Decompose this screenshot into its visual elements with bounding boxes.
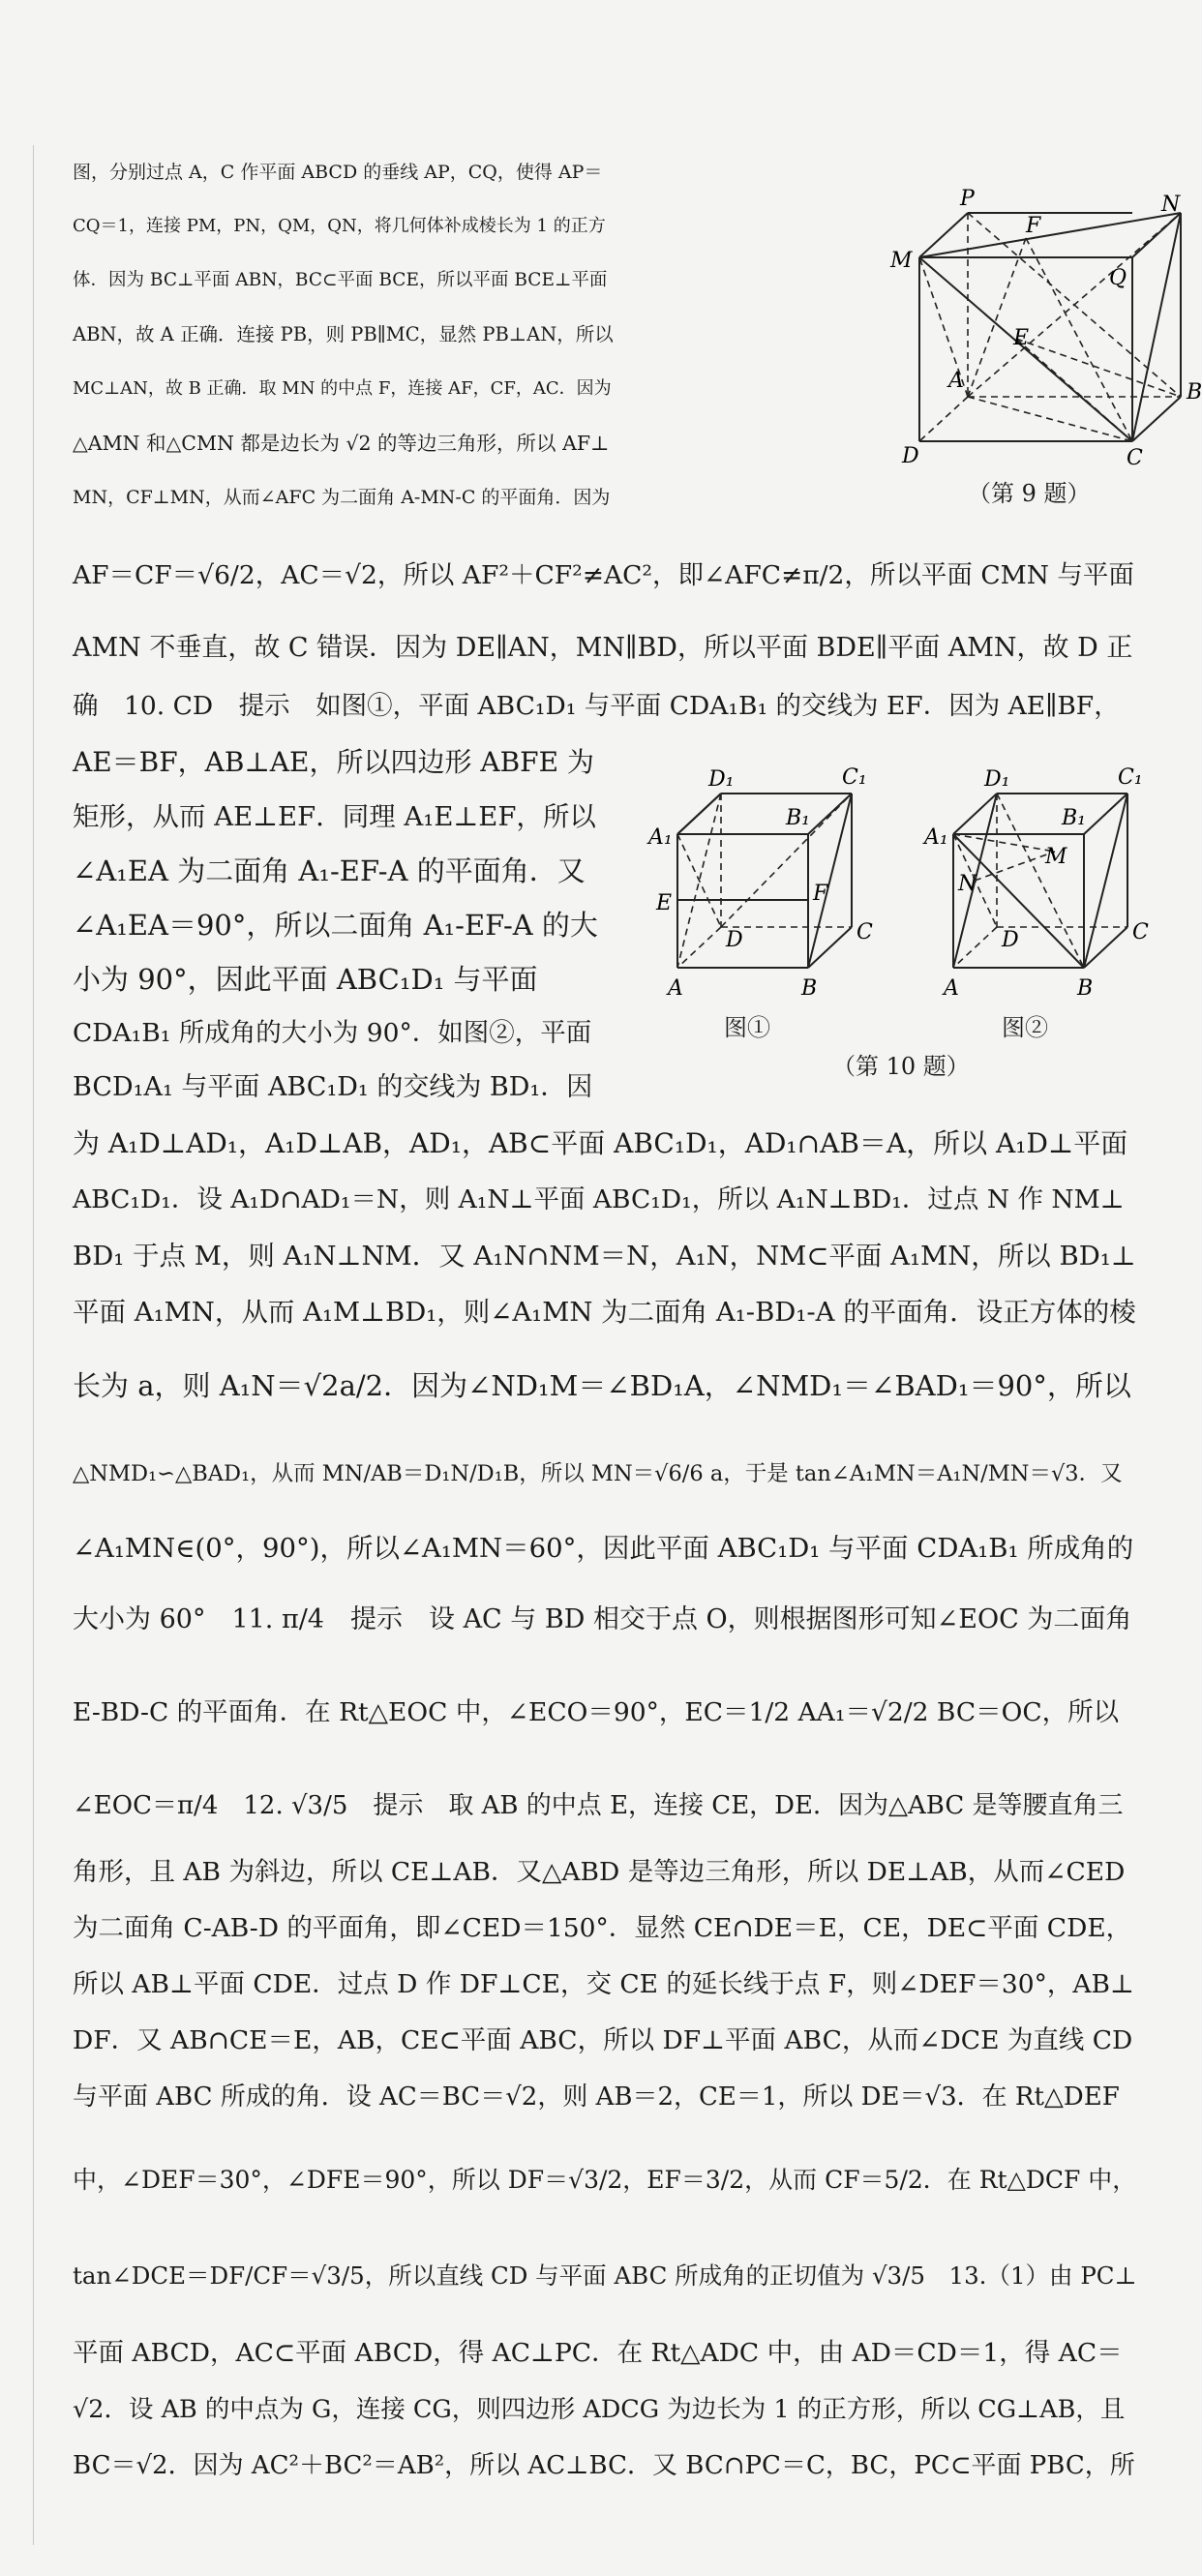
text-line: 确 10. CD 提示 如图①，平面 ABC₁D₁ 与平面 CDA₁B₁ 的交线为 EF．因为 AE∥BF， — [73, 691, 1120, 721]
fig9-label-M: M — [890, 249, 913, 273]
fig10a-label-D1: D₁ — [708, 767, 735, 792]
fig9-label-A: A — [948, 369, 964, 393]
fig9-label-D: D — [902, 444, 919, 468]
fig10a-label-C: C — [856, 920, 873, 944]
text-line: 为二面角 C-AB-D 的平面角，即∠CED＝150°．显然 CE∩DE＝E，CE，DE⊂平面 CDE， — [73, 1913, 1132, 1943]
fig10b-label-M: M — [1045, 845, 1067, 869]
fig10b-label-A: A — [944, 976, 959, 1001]
fig9-label-E: E — [1013, 326, 1030, 350]
text-line: BCD₁A₁ 与平面 ABC₁D₁ 的交线为 BD₁．因 — [73, 1072, 593, 1102]
fig9-label-N: N — [1161, 193, 1181, 217]
text-line: BD₁ 于点 M，则 A₁N⊥NM．又 A₁N∩NM＝N，A₁N，NM⊂平面 A₁MN，所以 BD₁⊥ — [73, 1241, 1136, 1272]
text-line: 小为 90°，因此平面 ABC₁D₁ 与平面 — [73, 963, 538, 996]
fig10a-label-A1: A₁ — [648, 825, 673, 850]
text-line: E-BD-C 的平面角．在 Rt△EOC 中，∠ECO＝90°，EC＝1/2 AA₁＝√2/2 BC＝OC，所以 — [73, 1697, 1120, 1727]
fig10b-label-D1: D₁ — [984, 767, 1010, 792]
fig10b-label-C1: C₁ — [1118, 765, 1143, 790]
text-line: 大小为 60° 11. π/4 提示 设 AC 与 BD 相交于点 O，则根据图形可知∠EOC 为二面角 — [73, 1604, 1132, 1634]
left-margin-rule — [33, 145, 34, 2545]
text-line: △NMD₁∽△BAD₁，从而 MN/AB＝D₁N/D₁B，所以 MN＝√6/6 a，于是 tan∠A₁MN＝A₁N/MN＝√3．又 — [73, 1461, 1123, 1486]
text-line: 图，分别过点 A，C 作平面 ABCD 的垂线 AP，CQ，使得 AP＝ — [73, 162, 603, 183]
text-line: 为 A₁D⊥AD₁，A₁D⊥AB，AD₁，AB⊂平面 ABC₁D₁，AD₁∩AB＝A，所以 A₁D⊥平面 — [73, 1127, 1128, 1159]
text-line: tan∠DCE＝DF/CF＝√3/5，所以直线 CD 与平面 ABC 所成角的正切值为 √3/5 13.（1）由 PC⊥ — [73, 2261, 1137, 2290]
fig9-label-F: F — [1026, 214, 1041, 238]
figure-9-cube-diagram — [871, 184, 1202, 513]
text-line: 平面 ABCD，AC⊂平面 ABCD，得 AC⊥PC．在 Rt△ADC 中，由 AD＝CD＝1，得 AC＝ — [73, 2338, 1123, 2368]
text-line: DF．又 AB∩CE＝E，AB，CE⊂平面 ABC，所以 DF⊥平面 ABC，从而∠DCE 为直线 CD — [73, 2025, 1133, 2055]
text-line: △AMN 和△CMN 都是边长为 √2 的等边三角形，所以 AF⊥ — [73, 432, 610, 455]
fig10b-label-D: D — [1002, 928, 1019, 952]
text-line: 体．因为 BC⊥平面 ABN，BC⊂平面 BCE，所以平面 BCE⊥平面 — [73, 270, 608, 290]
fig10b-label-N: N — [958, 872, 977, 896]
fig10a-label-A: A — [668, 976, 683, 1001]
text-line: ABN，故 A 正确．连接 PB，则 PB∥MC，显然 PB⊥AN，所以 — [73, 323, 614, 345]
fig10a-label-D: D — [726, 928, 743, 952]
fig10b-label-B1: B₁ — [1062, 806, 1086, 830]
figure-9-caption: （第 9 题） — [968, 480, 1091, 507]
text-line: MC⊥AN，故 B 正确．取 MN 的中点 F，连接 AF，CF，AC．因为 — [73, 378, 612, 399]
text-line: CQ＝1，连接 PM，PN，QM，QN，将几何体补成棱长为 1 的正方 — [73, 216, 606, 236]
fig9-label-B: B — [1187, 380, 1202, 404]
fig10b-label-A1: A₁ — [924, 825, 948, 850]
fig9-label-Q: Q — [1109, 266, 1127, 290]
fig10a-label-B: B — [801, 976, 818, 1001]
fig10a-label-E: E — [656, 891, 673, 915]
text-line: 长为 a，则 A₁N＝√2a/2．因为∠ND₁M＝∠BD₁A，∠NMD₁＝∠BAD₁＝90°，所以 — [73, 1369, 1131, 1402]
figure-10-sub-caption-2: 图② — [1002, 1014, 1048, 1041]
text-line: AMN 不垂直，故 C 错误．因为 DE∥AN，MN∥BD，所以平面 BDE∥平面 AMN，故 D 正 — [73, 633, 1133, 663]
text-line: 与平面 ABC 所成的角．设 AC＝BC＝√2，则 AB＝2，CE＝1，所以 DE＝√3．在 Rt△DEF — [73, 2082, 1120, 2112]
text-line: AF＝CF＝√6/2，AC＝√2，所以 AF²＋CF²≠AC²，即∠AFC≠π/2，所以平面 CMN 与平面 — [73, 560, 1134, 590]
fig9-label-P: P — [960, 187, 975, 211]
text-line: 中，∠DEF＝30°，∠DFE＝90°，所以 DF＝√3/2，EF＝3/2，从而 CF＝5/2．在 Rt△DCF 中， — [73, 2166, 1137, 2194]
fig9-label-C: C — [1127, 446, 1143, 470]
fig10a-label-F: F — [813, 882, 828, 906]
text-line: ABC₁D₁．设 A₁D∩AD₁＝N，则 A₁N⊥平面 ABC₁D₁，所以 A₁N⊥BD₁．过点 N 作 NM⊥ — [73, 1184, 1125, 1214]
text-line: MN，CF⊥MN，从而∠AFC 为二面角 A-MN-C 的平面角．因为 — [73, 487, 611, 508]
text-line: √2．设 AB 的中点为 G，连接 CG，则四边形 ADCG 为边长为 1 的正方形，所以 CG⊥AB，且 — [73, 2395, 1126, 2424]
text-line: 平面 A₁MN，从而 A₁M⊥BD₁，则∠A₁MN 为二面角 A₁-BD₁-A 的平面角．设正方体的棱 — [73, 1297, 1136, 1328]
figure-10-sub-caption-1: 图① — [724, 1014, 770, 1041]
figure-10 — [648, 755, 1171, 1080]
text-line: 角形，且 AB 为斜边，所以 CE⊥AB．又△ABD 是等边三角形，所以 DE⊥AB，从而∠CED — [73, 1857, 1126, 1887]
figure-9 — [871, 184, 1202, 513]
fig10b-label-B: B — [1077, 976, 1094, 1001]
fig10b-label-C: C — [1132, 920, 1149, 944]
text-line: ∠EOC＝π/4 12. √3/5 提示 取 AB 的中点 E，连接 CE，DE．因为△ABC 是等腰直角三 — [73, 1791, 1124, 1820]
text-line: ∠A₁EA＝90°，所以二面角 A₁-EF-A 的大 — [73, 909, 598, 942]
text-line: CDA₁B₁ 所成角的大小为 90°．如图②，平面 — [73, 1018, 592, 1048]
text-line: 所以 AB⊥平面 CDE．过点 D 作 DF⊥CE，交 CE 的延长线于点 F，则∠DEF＝30°，AB⊥ — [73, 1969, 1134, 1999]
text-line: ∠A₁EA 为二面角 A₁-EF-A 的平面角．又 — [73, 854, 586, 887]
figure-10-cube-diagrams — [648, 755, 1171, 1006]
text-line: BC＝√2．因为 AC²＋BC²＝AB²，所以 AC⊥BC．又 BC∩PC＝C，BC，PC⊂平面 PBC，所 — [73, 2451, 1135, 2480]
text-line: ∠A₁MN∈(0°，90°)，所以∠A₁MN＝60°，因此平面 ABC₁D₁ 与平面 CDA₁B₁ 所成角的 — [73, 1533, 1134, 1564]
text-line: 矩形，从而 AE⊥EF．同理 A₁E⊥EF，所以 — [73, 801, 596, 832]
fig10a-label-B1: B₁ — [786, 806, 810, 830]
figure-10-caption: （第 10 题） — [832, 1053, 970, 1080]
text-line: AE＝BF，AB⊥AE，所以四边形 ABFE 为 — [73, 746, 594, 778]
fig10a-label-C1: C₁ — [842, 765, 867, 790]
